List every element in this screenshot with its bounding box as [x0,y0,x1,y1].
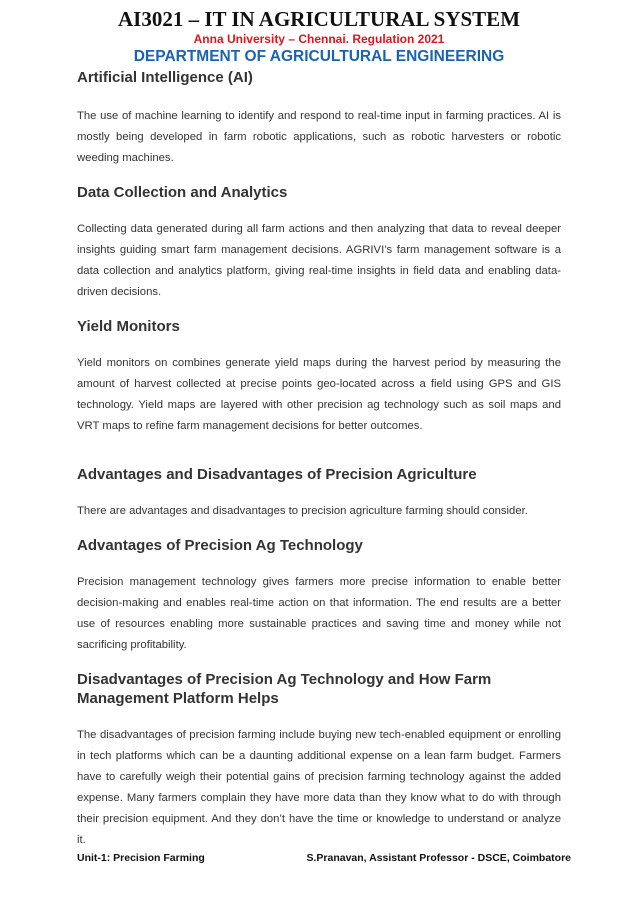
section-heading-data-collection: Data Collection and Analytics [77,184,288,201]
section-heading-yield-monitors: Yield Monitors [77,318,180,335]
footer-author: S.Pranavan, Assistant Professor - DSCE, Coimbatore [306,852,571,864]
section-body-disadvantages: The disadvantages of precision farming include buying new tech-enabled equipment or enrolling in tech platforms which can be a daunting additional expense on a lean farm budget. Farmers have to carefully weigh their potential gains of precision farming technology against the added expense. Many farmers complain they have more data than they know what to do with through their precision equipment. And they don’t have the time or knowledge to understand or analyze it. [77,729,561,846]
section-body-yield-monitors: Yield monitors on combines generate yield maps during the harvest period by measuring the amount of harvest collected at precise points geo-located across a field using GPS and GIS technology. Yield maps are layered with other precision ag technology such as soil maps and VRT maps to refine farm management decisions for better outcomes. [77,357,561,432]
section-heading-disadvantages-line1: Disadvantages of Precision Ag Technology and How Farm [77,671,492,688]
section-body-advantages: Precision management technology gives farmers more precise information to enable better decision-making and enables real-time action on that information. The end results are a better use of resources enabling more sustainable practices and saving time and money while not sacrificing profitability. [77,576,561,651]
section-body-ai: The use of machine learning to identify and respond to real-time input in farming practices. AI is mostly being developed in farm robotic applications, such as robotic harvesters or robotic weeding machines. [77,110,561,164]
section-heading-ai: Artificial Intelligence (AI) [77,69,253,86]
section-body-adv-disadv: There are advantages and disadvantages to precision agriculture farming should consider. [77,505,528,517]
course-title: AI3021 – IT IN AGRICULTURAL SYSTEM [117,7,521,31]
page-footer [77,852,571,864]
section-heading-adv-disadv: Advantages and Disadvantages of Precision Agriculture [77,466,477,483]
section-body-data-collection: Collecting data generated during all farm actions and then analyzing that data to reveal deeper insights guiding smart farm management decisions. AGRIVI’s farm management software is a data collection and analytics platform, giving real-time insights in field data and enabling data-driven decisions. [77,223,561,298]
footer-unit: Unit-1: Precision Farming [77,852,205,864]
document-body [77,64,561,851]
section-heading-disadvantages [77,670,561,708]
department-line: DEPARTMENT OF AGRICULTURAL ENGINEERING [133,48,505,65]
section-heading-disadvantages-line2: Management Platform Helps [77,690,279,707]
section-heading-advantages: Advantages of Precision Ag Technology [77,537,363,554]
university-line: Anna University – Chennai. Regulation 2021 [193,32,445,46]
